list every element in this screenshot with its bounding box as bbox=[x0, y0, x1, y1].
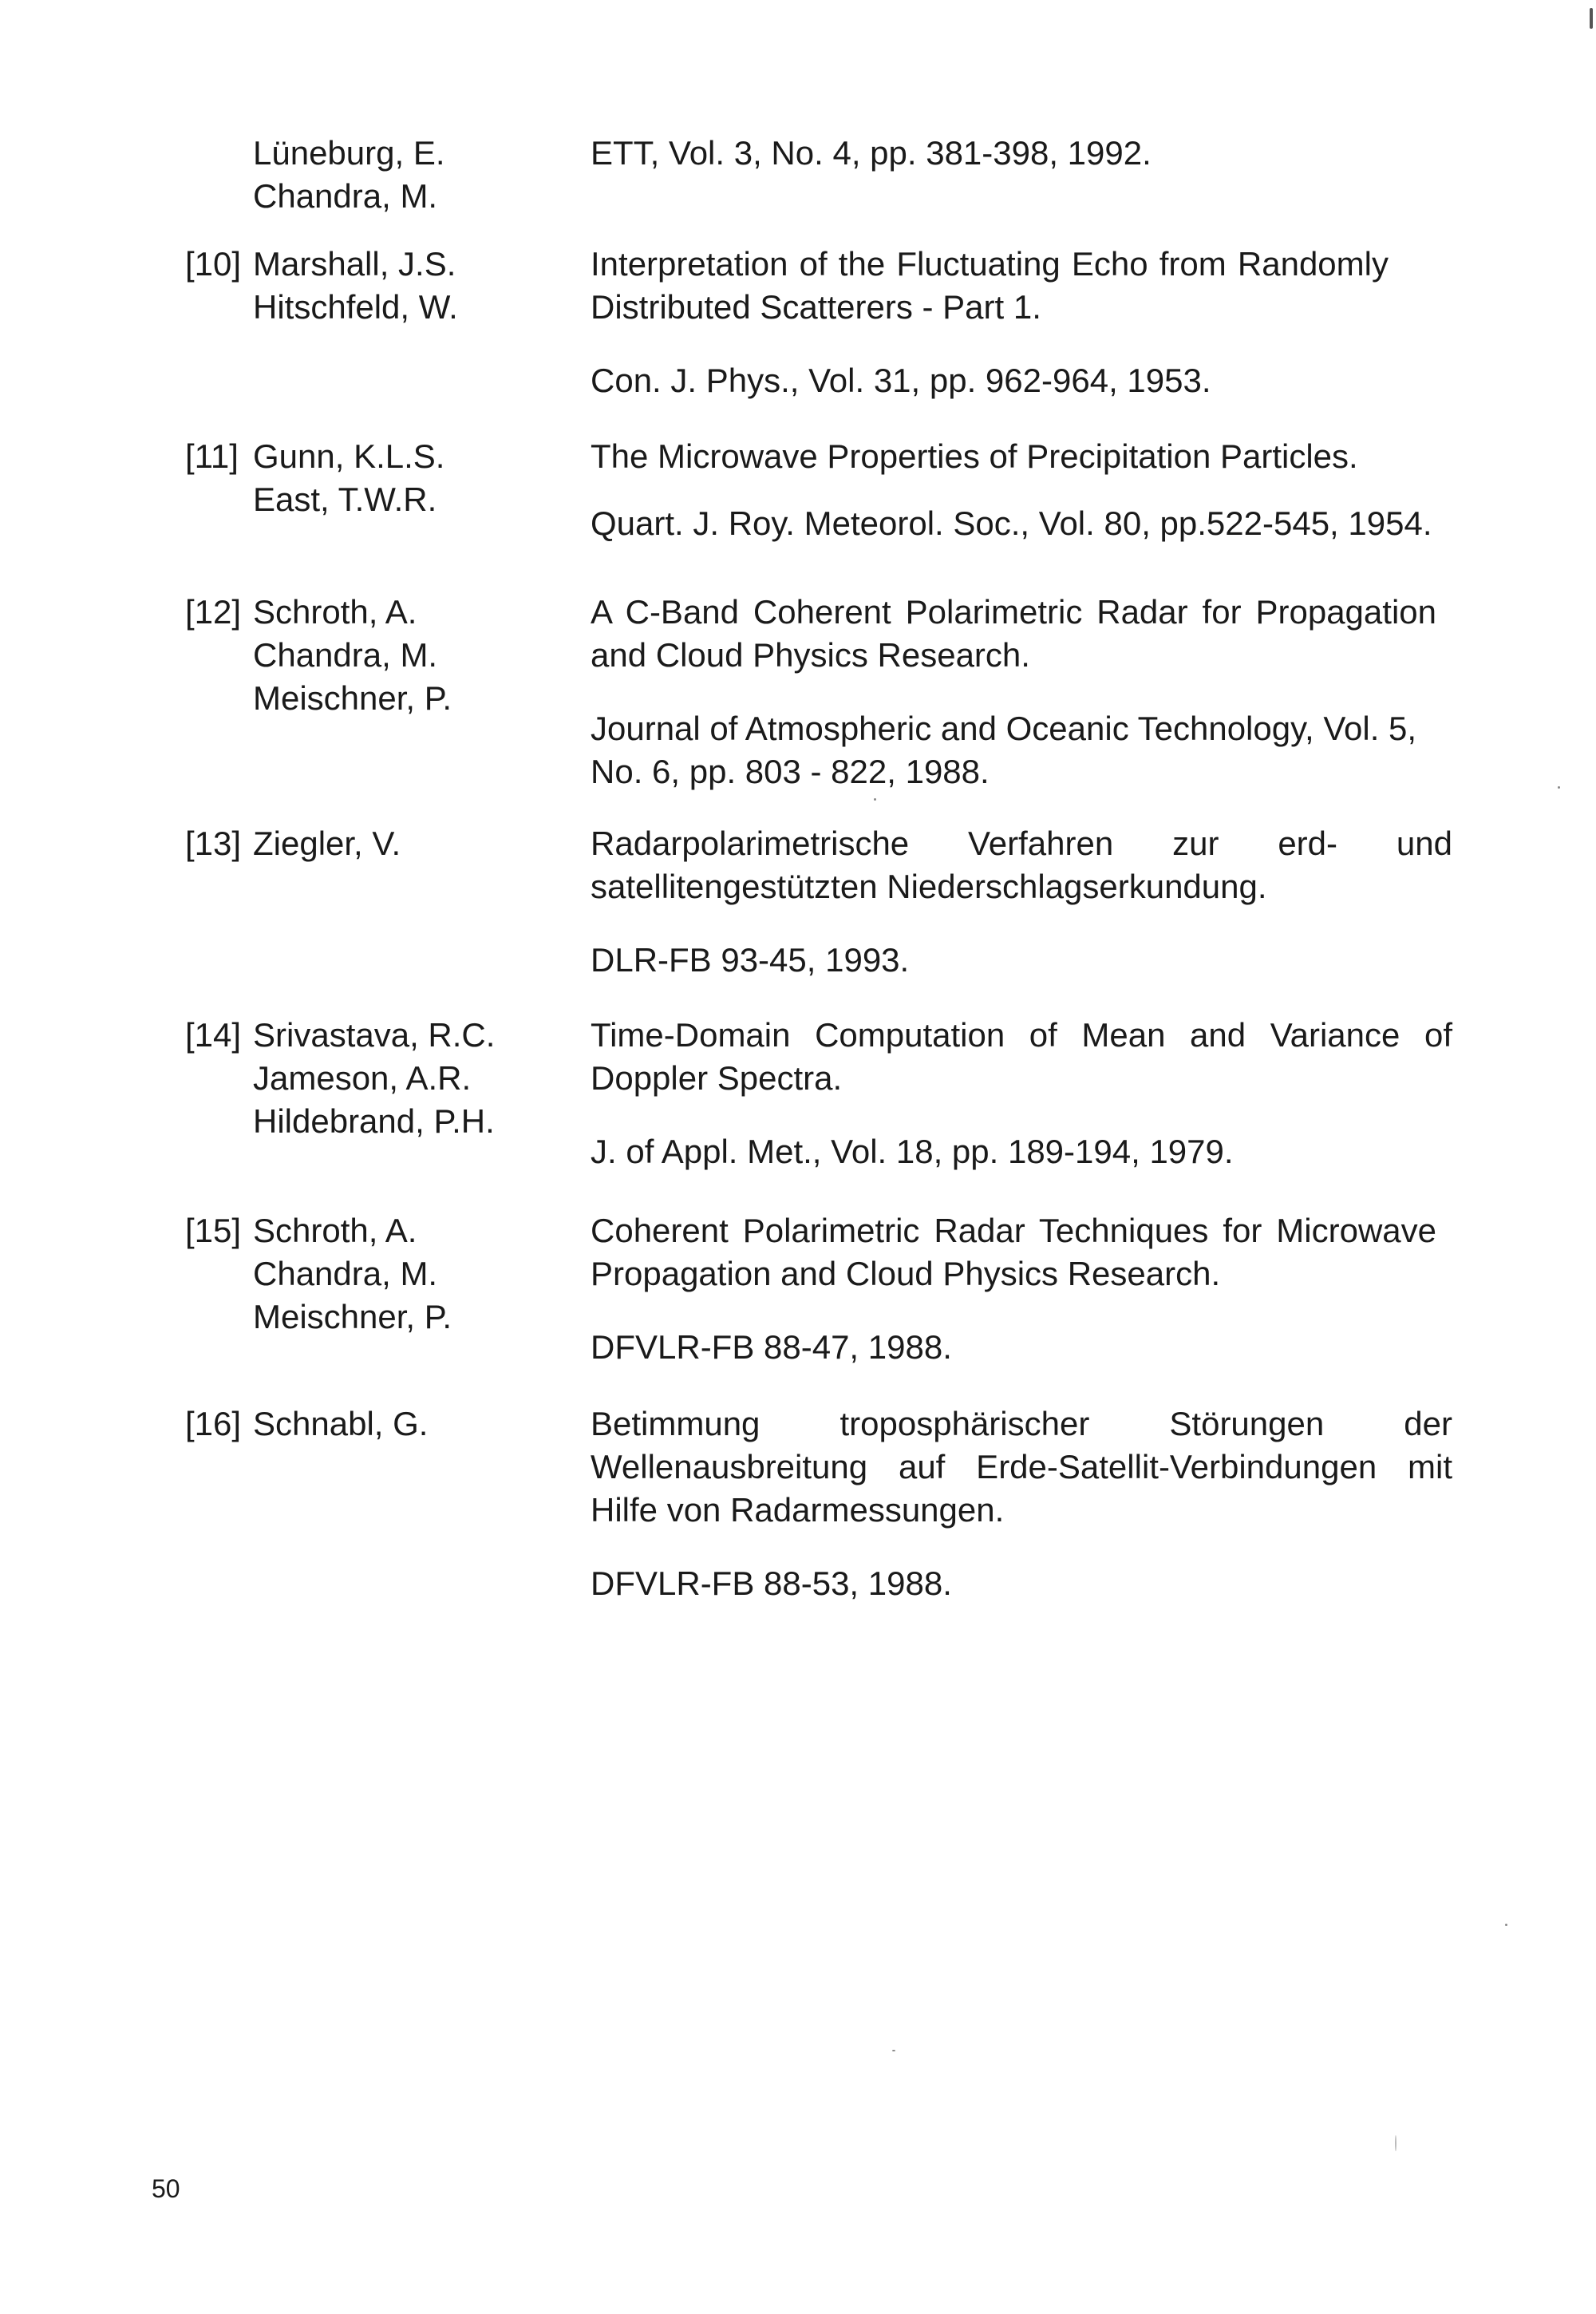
reference-number: [13] bbox=[185, 825, 242, 862]
scan-speck bbox=[1590, 8, 1593, 29]
reference-right-column bbox=[591, 1014, 1452, 1173]
author-name: Chandra, M. bbox=[253, 177, 438, 215]
reference-source: Con. J. Phys., Vol. 31, pp. 962-964, 1953. bbox=[591, 362, 1211, 399]
author-name: Marshall, J.S. bbox=[253, 245, 456, 283]
author-name: East, T.W.R. bbox=[253, 481, 437, 518]
reference-number: [10] bbox=[185, 245, 242, 283]
reference-source: Quart. J. Roy. Meteorol. Soc., Vol. 80, pp.522-545, 1954. bbox=[591, 504, 1432, 542]
reference-right-column bbox=[591, 132, 1452, 175]
reference-right-column bbox=[591, 1209, 1452, 1369]
reference-title: A C-Band Coherent Polarimetric Radar for Propagation and Cloud Physics Research. bbox=[591, 593, 1436, 674]
author-name: Hitschfeld, W. bbox=[253, 288, 458, 326]
author-name: Lüneburg, E. bbox=[253, 134, 445, 172]
author-name: Chandra, M. bbox=[253, 1255, 438, 1292]
reference-right-column bbox=[591, 822, 1452, 982]
scan-speck bbox=[1558, 786, 1560, 789]
reference-right-column bbox=[591, 435, 1452, 545]
reference-title: The Microwave Properties of Precipitation Particles. bbox=[591, 437, 1358, 475]
reference-number: [15] bbox=[185, 1212, 242, 1249]
reference-right-column bbox=[591, 243, 1452, 402]
reference-title: Radarpolarimetrische Verfahren zur erd- und satellitengestützten Niederschlagserkundung. bbox=[591, 825, 1452, 905]
author-name: Jameson, A.R. bbox=[253, 1059, 472, 1097]
reference-number: [14] bbox=[185, 1016, 242, 1054]
page-number: 50 bbox=[152, 2174, 180, 2203]
author-name: Schroth, A. bbox=[253, 1212, 417, 1249]
reference-number: [16] bbox=[185, 1405, 242, 1442]
scan-speck bbox=[892, 2050, 895, 2051]
author-name: Ziegler, V. bbox=[253, 825, 401, 862]
reference-number: [11] bbox=[185, 437, 239, 475]
reference-source: DFVLR-FB 88-47, 1988. bbox=[591, 1328, 952, 1366]
reference-title: Time-Domain Computation of Mean and Variance of Doppler Spectra. bbox=[591, 1016, 1452, 1097]
reference-title: Betimmung troposphärischer Störungen der Wellenausbreitung auf Erde-Satellit-Verbindungen mit Hilfe von Radarmessungen. bbox=[591, 1405, 1452, 1529]
reference-right-column bbox=[591, 1402, 1452, 1605]
author-name: Meischner, P. bbox=[253, 679, 452, 717]
scan-speck bbox=[1505, 1924, 1507, 1926]
reference-title: Coherent Polarimetric Radar Techniques for Microwave Propagation and Cloud Physics Research. bbox=[591, 1212, 1436, 1292]
scan-speck bbox=[874, 798, 876, 801]
author-name: Schnabl, G. bbox=[253, 1405, 429, 1442]
reference-title: Interpretation of the Fluctuating Echo from Randomly Distributed Scatterers - Part 1. bbox=[591, 245, 1389, 326]
scan-speck bbox=[1395, 2135, 1396, 2151]
reference-source: J. of Appl. Met., Vol. 18, pp. 189-194, 1979. bbox=[591, 1133, 1234, 1170]
reference-source: DLR-FB 93-45, 1993. bbox=[591, 941, 910, 979]
reference-source: Journal of Atmospheric and Oceanic Technology, Vol. 5, No. 6, pp. 803 - 822, 1988. bbox=[591, 710, 1417, 790]
author-name: Chandra, M. bbox=[253, 636, 438, 674]
author-name: Gunn, K.L.S. bbox=[253, 437, 445, 475]
reference-source: DFVLR-FB 88-53, 1988. bbox=[591, 1564, 952, 1602]
reference-title: ETT, Vol. 3, No. 4, pp. 381-398, 1992. bbox=[591, 134, 1152, 172]
author-name: Schroth, A. bbox=[253, 593, 417, 631]
reference-right-column bbox=[591, 591, 1452, 793]
author-name: Srivastava, R.C. bbox=[253, 1016, 496, 1054]
author-name: Hildebrand, P.H. bbox=[253, 1102, 495, 1140]
author-name: Meischner, P. bbox=[253, 1298, 452, 1335]
reference-number: [12] bbox=[185, 593, 242, 631]
